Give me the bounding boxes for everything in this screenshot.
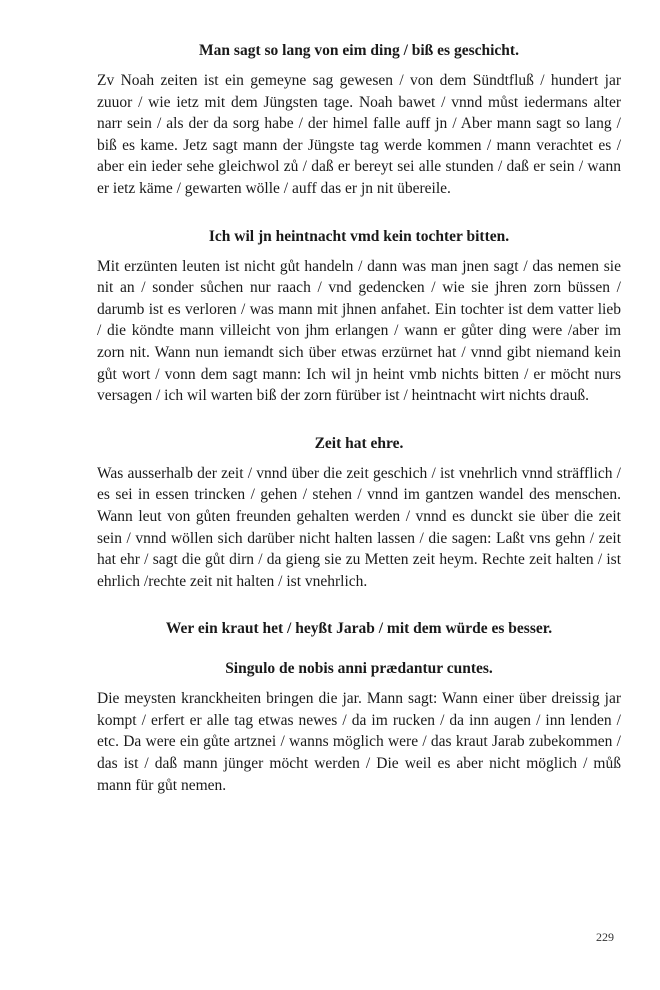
proverb-section	[97, 40, 621, 200]
section-heading: Man sagt so lang von eim ding / biß es geschicht.	[199, 42, 519, 59]
section-heading: Zeit hat ehre.	[314, 434, 404, 452]
proverb-section	[97, 226, 621, 407]
section-heading: Ich wil jn heintnacht vmd kein tochter bitten.	[208, 227, 510, 245]
section-paragraph: Die meysten kranckheiten bringen die jar. Mann sagt: Wann einer über dreissig jar kompt / erfert er alle tag etwas newes / da im rucken / da inn augen / inn lenden / etc. Da were ein gůte artznei / wanns möglich were / das kraut Jarab zubekommen / das ist / daß mann jünger möcht werden / Die weil es aber nicht möglich / můß mann für gůt nemen.	[97, 690, 621, 794]
section-subheading: Singulo de nobis anni prædantur cuntes.	[225, 660, 493, 678]
proverb-section	[97, 618, 621, 796]
page-body	[97, 40, 621, 796]
section-paragraph: Was ausserhalb der zeit / vnnd über die zeit geschich / ist vnehrlich vnnd sträfflich / es sei in essen trincken / gehen / stehen / vnnd im gantzen wandel des menschen. Wann leut von gůten freunden gehalten werden / vnnd es dunckt sie über die zeit sein / vnnd wöllen sich darüber nicht halten lassen / die sagen: Laßt vns gehn / zeit hat ehr / sagt die gůt dirn / da gieng sie zu Metten zeit heym. Rechte zeit halten / ist ehrlich /rechte zeit nit halten / ist vnehrlich.	[97, 464, 621, 590]
section-paragraph: Zv Noah zeiten ist ein gemeyne sag gewesen / von dem Sündtfluß / hundert jar zuuor / wie ietz mit dem Jüngsten tage. Noah bawet / vnnd můst iedermans alter narr sein / als der da sorg habe / der himel falle auff jn / Aber mann sagt so lang / biß es kame. Jetz sagt mann der Jüngste tag werde kommen / mann verachtet es / aber ein ieder sehe gleichwol zů / daß er bereyt sei alle stunden / daß er sein / wann er ietz käme / gewarten wölle / auff das er jn nit übereile.	[97, 72, 621, 197]
proverb-section	[97, 433, 621, 593]
section-heading: Wer ein kraut het / heyßt Jarab / mit dem würde es besser.	[165, 620, 553, 638]
page-number: 229	[596, 930, 614, 944]
section-paragraph: Mit erzünten leuten ist nicht gůt handeln / dann was man jnen sagt / das nemen sie nit an / sonder sůchen nur raach / vnd gedencken / wie sie jhren zorn büssen / darumb ist es verloren / was mann mit jhnen anfahet. Ein tochter ist dem vatter lieb / die köndte mann villeicht von jhm erlangen / wann er gůter ding were /aber im zorn nit. Wann nun iemandt sich über etwas erzürnet hat / vnnd gibt niemand kein gůt wort / vonn dem sagt mann: Ich wil jn heint vmb nichts bitten / er möcht nurs versagen / ich wil warten biß der zorn fürüber ist / heintnacht wirt nichts drauß.	[97, 257, 621, 405]
